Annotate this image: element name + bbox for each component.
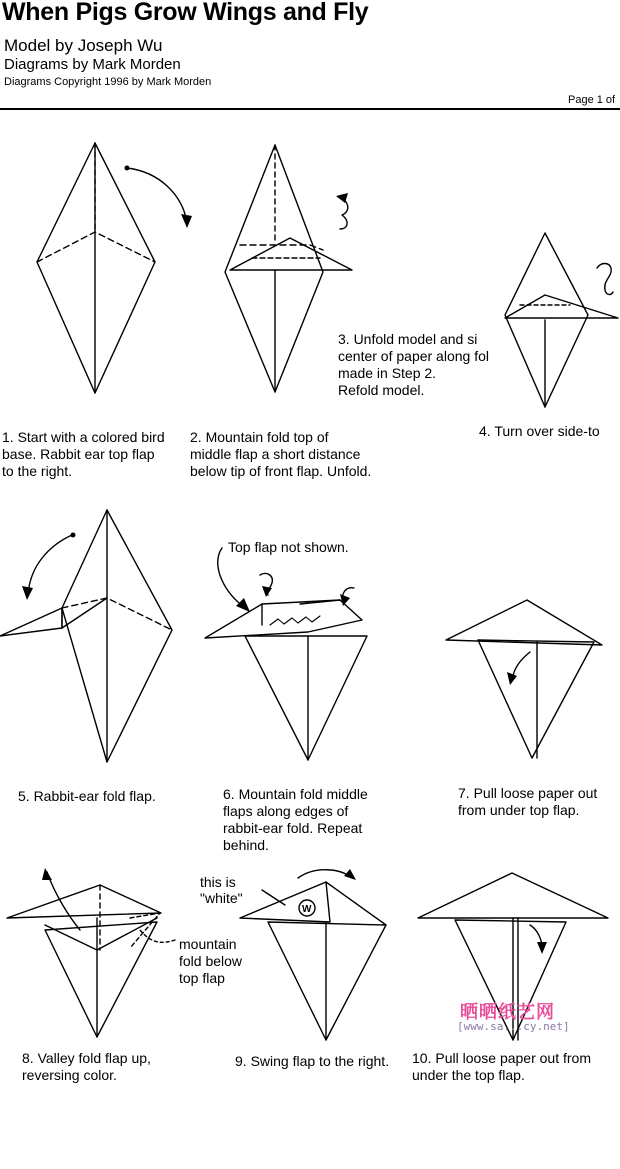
caption-line: 2. Mountain fold top of xyxy=(190,429,329,445)
step-8-caption xyxy=(22,1050,151,1084)
caption-line: 3. Unfold model and si xyxy=(338,331,478,347)
copyright-line: Diagrams Copyright 1996 by Mark Morden xyxy=(4,76,212,88)
note-line: mountain xyxy=(179,936,237,952)
step-10-caption xyxy=(412,1050,620,1084)
caption-line: 5. Rabbit-ear fold flap. xyxy=(18,788,156,804)
caption-line: below tip of front flap. Unfold. xyxy=(190,463,372,479)
white-side-note xyxy=(200,874,243,906)
caption-line: 10. Pull loose paper out from xyxy=(412,1050,591,1066)
step-5-diagram xyxy=(0,510,172,762)
caption-line: 7. Pull loose paper out xyxy=(458,785,598,801)
page-number: Page 1 of xyxy=(568,94,616,106)
step-5-caption xyxy=(18,788,156,805)
note-line: top flap xyxy=(179,970,225,986)
caption-line: 8. Valley fold flap up, xyxy=(22,1050,151,1066)
step-3-caption xyxy=(338,331,504,399)
step-1-caption xyxy=(2,429,165,480)
step-6-diagram xyxy=(205,548,367,760)
caption-line: behind. xyxy=(223,837,269,853)
step-8-diagram xyxy=(7,868,175,1037)
note-line: fold below xyxy=(179,953,243,969)
caption-line: rabbit-ear fold. Repeat xyxy=(223,820,363,836)
caption-line: from under top flap. xyxy=(458,802,580,818)
step-9-diagram xyxy=(240,869,386,1040)
caption-line: to the right. xyxy=(2,463,73,479)
caption-line: made in Step 2. xyxy=(338,365,437,381)
caption-line: reversing color. xyxy=(22,1067,117,1083)
caption-line: base. Rabbit ear top flap xyxy=(2,446,155,462)
mountain-fold-note xyxy=(179,936,242,987)
step-6-caption xyxy=(223,786,368,854)
step-7-caption xyxy=(458,785,597,819)
caption-line: 6. Mountain fold middle xyxy=(223,786,368,802)
top-flap-note: Top flap not shown. xyxy=(228,539,349,555)
watermark-url: [www.sa...cy.net] xyxy=(457,1020,570,1033)
step-1-diagram xyxy=(37,143,192,393)
step-2-diagram xyxy=(225,145,352,392)
caption-line: 4. Turn over side-to xyxy=(479,423,600,439)
note-line: this is xyxy=(200,874,236,890)
caption-line: flaps along edges of xyxy=(223,803,349,819)
model-credit: Model by Joseph Wu xyxy=(4,36,163,55)
step-9-caption xyxy=(235,1053,389,1070)
step-4-diagram xyxy=(505,233,618,407)
page-title: When Pigs Grow Wings and Fly xyxy=(2,0,369,26)
caption-line: center of paper along fol xyxy=(338,348,489,364)
caption-line: 1. Start with a colored bird xyxy=(2,429,165,445)
caption-line: under the top flap. xyxy=(412,1067,525,1083)
caption-line: middle flap a short distance xyxy=(190,446,361,462)
note-line: "white" xyxy=(200,890,243,906)
diagram-credit: Diagrams by Mark Morden xyxy=(4,56,181,73)
white-side-symbol: W xyxy=(302,904,312,915)
step-7-diagram xyxy=(446,600,602,758)
caption-line: 9. Swing flap to the right. xyxy=(235,1053,390,1069)
step-2-caption xyxy=(190,429,371,480)
watermark-logo: 晒晒纸艺网 xyxy=(460,1002,555,1022)
caption-line: Refold model. xyxy=(338,382,425,398)
step-4-caption xyxy=(479,423,620,440)
